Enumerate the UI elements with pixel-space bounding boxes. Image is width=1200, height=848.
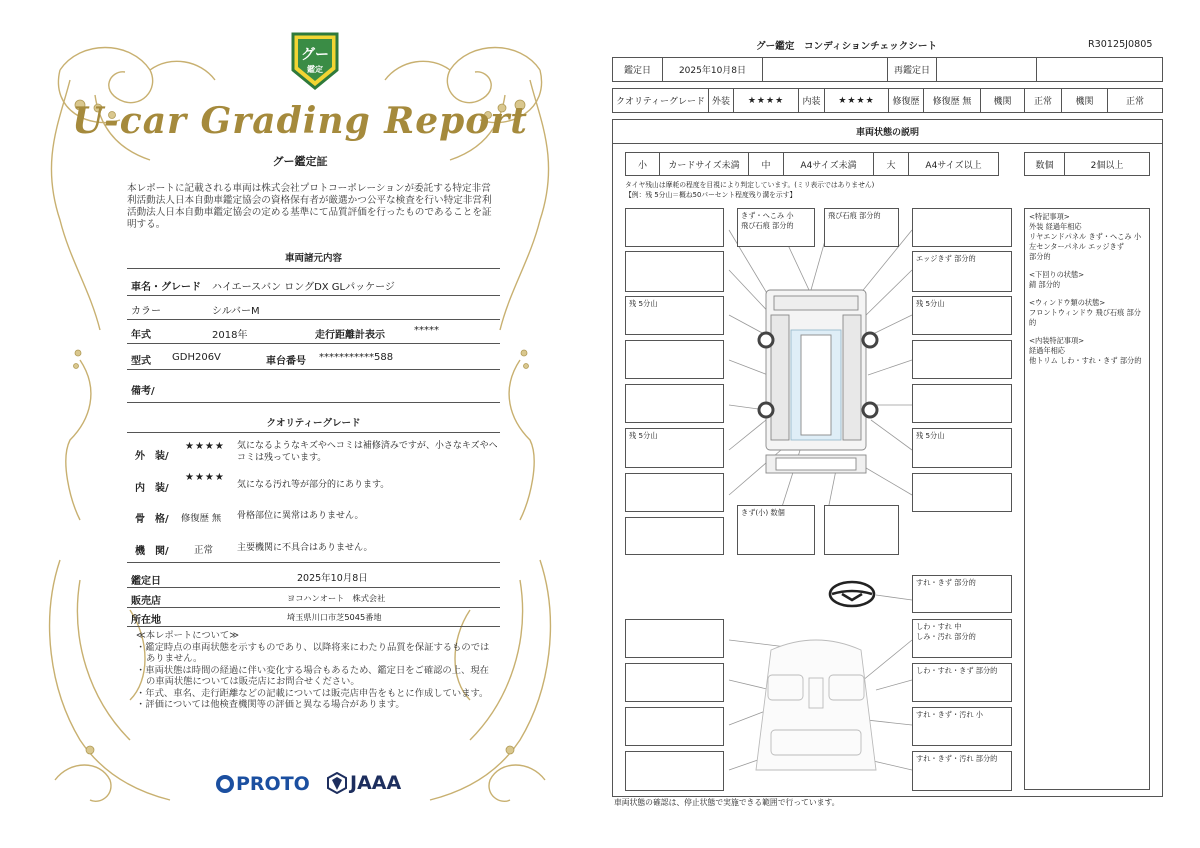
seat-text: しわ・すれ 中 しみ・汚れ 部分的 [916, 622, 976, 641]
damage-box [625, 251, 724, 292]
legend-medium: 中 [748, 152, 784, 176]
engine-value: 正常 [1024, 88, 1062, 113]
jaaa-mark-icon [327, 772, 347, 794]
note-item: ・車両状態は時間の経過に伴い変化する場合もあるため、鑑定日をご確認の上、現在の車両状態については販売店にお問合せください。 [136, 664, 489, 687]
quality-row-frame [127, 506, 500, 532]
console-text: すれ・きず・汚れ 小 [916, 710, 983, 719]
interior-label: 内 装/ [135, 483, 169, 494]
front-damage-text: きず・へこみ 小 飛び石痕 部分的 [741, 211, 794, 230]
model-label: 型式 [131, 356, 151, 367]
interior-box [625, 751, 724, 791]
quality-section-title: クオリティーグレード [266, 418, 361, 429]
rear-damage-text: きず(小) 数個 [741, 508, 785, 517]
special-note-line: 錆 部分的 [1029, 280, 1061, 289]
divider [127, 562, 500, 563]
appraisal-date-value: 2025年10月8日 [297, 573, 368, 584]
special-note-line: <ウィンドウ類の状態> [1029, 298, 1106, 307]
footer-note: 車両状態の確認は、停止状態で実施できる範囲で行っています。 [614, 798, 840, 807]
notes-title: ≪本レポートについて≫ [136, 630, 239, 641]
reappraisal-label: 再鑑定日 [887, 57, 937, 82]
legend-large: 大 [873, 152, 909, 176]
front-damage-box [737, 208, 815, 247]
quality-row-interior [127, 472, 500, 498]
special-note-line: リヤエンドパネル きず・へこみ 小 [1029, 232, 1142, 241]
int-label: 内装 [798, 88, 825, 113]
appraisal-date-label: 鑑定日 [131, 576, 161, 587]
ext-label: 外装 [708, 88, 734, 113]
date-label: 鑑定日 [612, 57, 663, 82]
legend-medium-desc: A4サイズ未満 [783, 152, 874, 176]
trim-text: しわ・すれ・きず 部分的 [916, 666, 998, 675]
proto-mark-icon [216, 775, 234, 793]
steering-box [912, 575, 1012, 613]
jaaa-logo-text: JAAA [350, 772, 402, 794]
edge-damage-text: エッジきず 部分的 [916, 254, 976, 263]
exterior-desc: 気になるようなキズやヘコミは補修済みですが、小さなキズやヘコミは残っています。 [237, 441, 498, 463]
tire-box-front-right [912, 296, 1012, 335]
damage-box [625, 517, 724, 555]
report-title: U-car Grading Report [72, 100, 528, 142]
damage-box [912, 340, 1012, 379]
note-item: ・鑑定時点の車両状態を示すものであり、以降将来にわたり品質を保証するものではありません。 [136, 641, 490, 664]
spec-row-color [127, 296, 500, 320]
front-chip-text: 飛び石痕 部分的 [828, 211, 881, 220]
divider [127, 268, 500, 269]
engine-desc: 主要機関に不具合はありません。 [237, 543, 373, 553]
seat-box [912, 619, 1012, 658]
dealer-value: ヨコハンオート 株式会社 [287, 593, 386, 603]
chassis-label: 車台番号 [266, 356, 306, 367]
spec-row-year [127, 320, 500, 344]
tire-box-rear-right [912, 428, 1012, 468]
interior-desc: 気になる汚れ等が部分的にあります。 [237, 480, 390, 490]
edge-damage-box [912, 251, 1012, 292]
special-note-line: 部分的 [1029, 252, 1051, 261]
special-note-line: <特記事項> [1029, 212, 1070, 221]
interior-box [625, 707, 724, 746]
jaaa-logo [327, 772, 401, 794]
tire-note-2: 【例：残 5分山＝概ね50パーセント程度残り溝を示す】 [625, 191, 797, 199]
color-value: シルバーM [212, 306, 260, 317]
tire-box-text: 残 5分山 [629, 299, 658, 308]
damage-box [625, 340, 724, 379]
tire-box-text: 残 5分山 [916, 431, 945, 440]
special-note-line: 経過年相応 [1029, 346, 1065, 355]
frame-label: 骨 格/ [135, 514, 169, 525]
note-item: ・評価については他検査機関等の評価と異なる場合があります。 [136, 699, 405, 710]
mileage-value: ***** [414, 325, 439, 336]
date-value: 2025年10月8日 [662, 57, 763, 82]
legend-count: 数個 [1024, 152, 1065, 176]
steering-text: すれ・きず 部分的 [916, 578, 976, 587]
sheet-title: グー鑑定 コンディションチェックシート [756, 41, 938, 52]
dealer-label: 販売店 [131, 596, 161, 607]
special-note-line: フロントウィンドウ 飛び石痕 部分的 [1029, 308, 1141, 327]
goo-appraisal-logo [287, 30, 343, 92]
grade-label: クオリティーグレード [612, 88, 709, 113]
engine-label: 機関 [980, 88, 1025, 113]
special-note-line: 外装 経過年相応 [1029, 222, 1082, 231]
interior-box [625, 663, 724, 702]
divider [127, 432, 500, 433]
name-label: 車名・グレード [131, 282, 201, 293]
int-value: ★★★★ [824, 88, 889, 113]
condition-title: 車両状態の説明 [612, 119, 1163, 144]
rear-seat-box [912, 751, 1012, 791]
spec-row-remarks [127, 370, 500, 403]
engine-value: 正常 [194, 545, 214, 556]
tire-box-rear-left [625, 428, 724, 468]
damage-box [824, 505, 899, 555]
console-box [912, 707, 1012, 746]
certificate-text: 本レポートに記載される車両は株式会社プロトコーポレーションが委託する特定非営利活動法人日本自動車鑑定協会の資格保有者が厳選かつ公平な検査を行い特定非営利活動法人日本自動車鑑定協会の定める基準にて品質評価を行ったものであることを証明する。 [127, 183, 492, 230]
tire-box-front-left [625, 296, 724, 335]
interior-box [625, 619, 724, 658]
repair-value: 修復歴 無 [923, 88, 981, 113]
svg-text:グー: グー [301, 47, 329, 63]
tire-box-text: 残 5分山 [629, 431, 658, 440]
tire-note-1: タイヤ残山は摩耗の程度を目視により判定しています。(ミリ表示ではありません) [625, 181, 875, 189]
legend-small: 小 [625, 152, 660, 176]
special-note-line: 左センターパネル エッジきず [1029, 242, 1124, 251]
exterior-stars: ★★★★ [185, 441, 225, 452]
repair-label: 修復歴 [888, 88, 924, 113]
appraisal-date-row [127, 566, 500, 588]
legend-count-desc: 2個以上 [1064, 152, 1150, 176]
engine-status-value: 正常 [1107, 88, 1163, 113]
svg-text:鑑定: 鑑定 [307, 65, 323, 74]
front-chip-box [824, 208, 899, 247]
model-value: GDH206V [172, 352, 221, 363]
legend-small-desc: カードサイズ未満 [659, 152, 749, 176]
spec-row-name [127, 272, 500, 296]
sheet-number: R30125J0805 [1088, 39, 1153, 50]
report-notes [136, 630, 496, 711]
color-label: カラー [131, 306, 161, 317]
proto-logo [216, 773, 310, 795]
legend-large-desc: A4サイズ以上 [908, 152, 999, 176]
mileage-label: 走行距離計表示 [315, 330, 385, 341]
dealer-row [127, 588, 500, 608]
quality-row-engine [127, 538, 500, 564]
frame-value: 修復歴 無 [181, 513, 222, 524]
damage-box [912, 473, 1012, 512]
name-value: ハイエースバン ロングDX GLパッケージ [212, 282, 395, 293]
address-value: 埼玉県川口市芝5045番地 [287, 612, 382, 622]
remarks-label: 備考/ [131, 386, 155, 397]
special-note-line: <内装特記事項> [1029, 336, 1085, 345]
address-row [127, 608, 500, 627]
rear-seat-text: すれ・きず・汚れ 部分的 [916, 754, 998, 763]
year-label: 年式 [131, 330, 151, 341]
certificate-title: グー鑑定証 [272, 155, 328, 168]
spec-row-model [127, 344, 500, 370]
rear-damage-box [737, 505, 815, 555]
proto-logo-text: PROTO [236, 773, 310, 795]
damage-box [912, 208, 1012, 247]
tire-box-text: 残 5分山 [916, 299, 945, 308]
quality-row-exterior [127, 438, 500, 470]
address-label: 所在地 [131, 615, 161, 626]
chassis-value: ***********588 [319, 352, 394, 363]
engine-label: 機 関/ [135, 546, 169, 557]
interior-stars: ★★★★ [185, 472, 225, 483]
frame-desc: 骨格部位に異常はありません。 [237, 511, 364, 521]
trim-box [912, 663, 1012, 702]
special-note-line: <下回りの状態> [1029, 270, 1085, 279]
damage-box [625, 384, 724, 423]
damage-box [912, 384, 1012, 423]
ext-value: ★★★★ [733, 88, 799, 113]
year-value: 2018年 [212, 330, 248, 341]
special-note-line: 他トリム しわ・すれ・きず 部分的 [1029, 356, 1142, 365]
exterior-label: 外 装/ [135, 451, 169, 462]
damage-box [625, 208, 724, 247]
note-item: ・年式、車名、走行距離などの記載については販売店申告をもとに作成しています。 [136, 687, 489, 699]
engine-status-label: 機関 [1061, 88, 1108, 113]
damage-box [625, 473, 724, 512]
spec-section-title: 車両諸元内容 [284, 253, 342, 264]
